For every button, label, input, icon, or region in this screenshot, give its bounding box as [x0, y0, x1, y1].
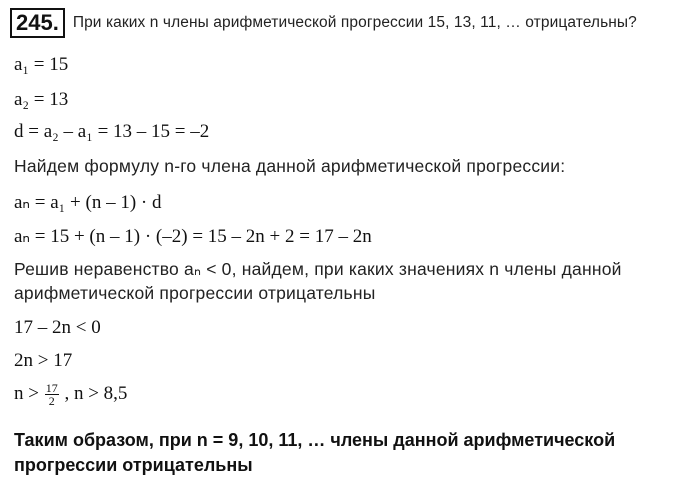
text-solve-line-1: Решив неравенство aₙ < 0, найдем, при каких значениях n члены данной	[14, 259, 622, 279]
answer-line-1: Таким образом, при n = 9, 10, 11, … члены данной арифметической	[14, 430, 616, 450]
fraction-numerator: 17	[45, 381, 58, 395]
text-solve-line-2: арифметической прогрессии отрицательны	[14, 283, 376, 303]
fraction-17-over-2	[45, 382, 59, 407]
inequality-3	[14, 382, 127, 407]
task-number: 245.	[10, 8, 65, 38]
text-find-formula: Найдем формулу n-го члена данной арифметической прогрессии:	[14, 156, 566, 176]
problem-statement: При каких n члены арифметической прогрессии 15, 13, 11, … отрицательны?	[72, 14, 637, 31]
formula-a1: a₁ = 15	[14, 54, 69, 75]
inequality-3-suffix: , n > 8,5	[64, 382, 128, 404]
fraction-denominator: 2	[48, 394, 55, 408]
inequality-1: 17 – 2n < 0	[14, 317, 101, 338]
answer-line-2: прогрессии отрицательны	[14, 455, 253, 475]
formula-an-specific: aₙ = 15 + (n – 1) · (–2) = 15 – 2n + 2 = 17 – 2n	[14, 226, 372, 247]
formula-a2: a₂ = 13	[14, 89, 69, 110]
formula-an-general: aₙ = a₁ + (n – 1) · d	[14, 192, 162, 213]
inequality-3-prefix: n >	[14, 382, 39, 404]
inequality-2: 2n > 17	[14, 350, 73, 371]
task-header	[10, 8, 637, 38]
formula-d: d = a₂ – a₁ = 13 – 15 = –2	[14, 121, 210, 142]
